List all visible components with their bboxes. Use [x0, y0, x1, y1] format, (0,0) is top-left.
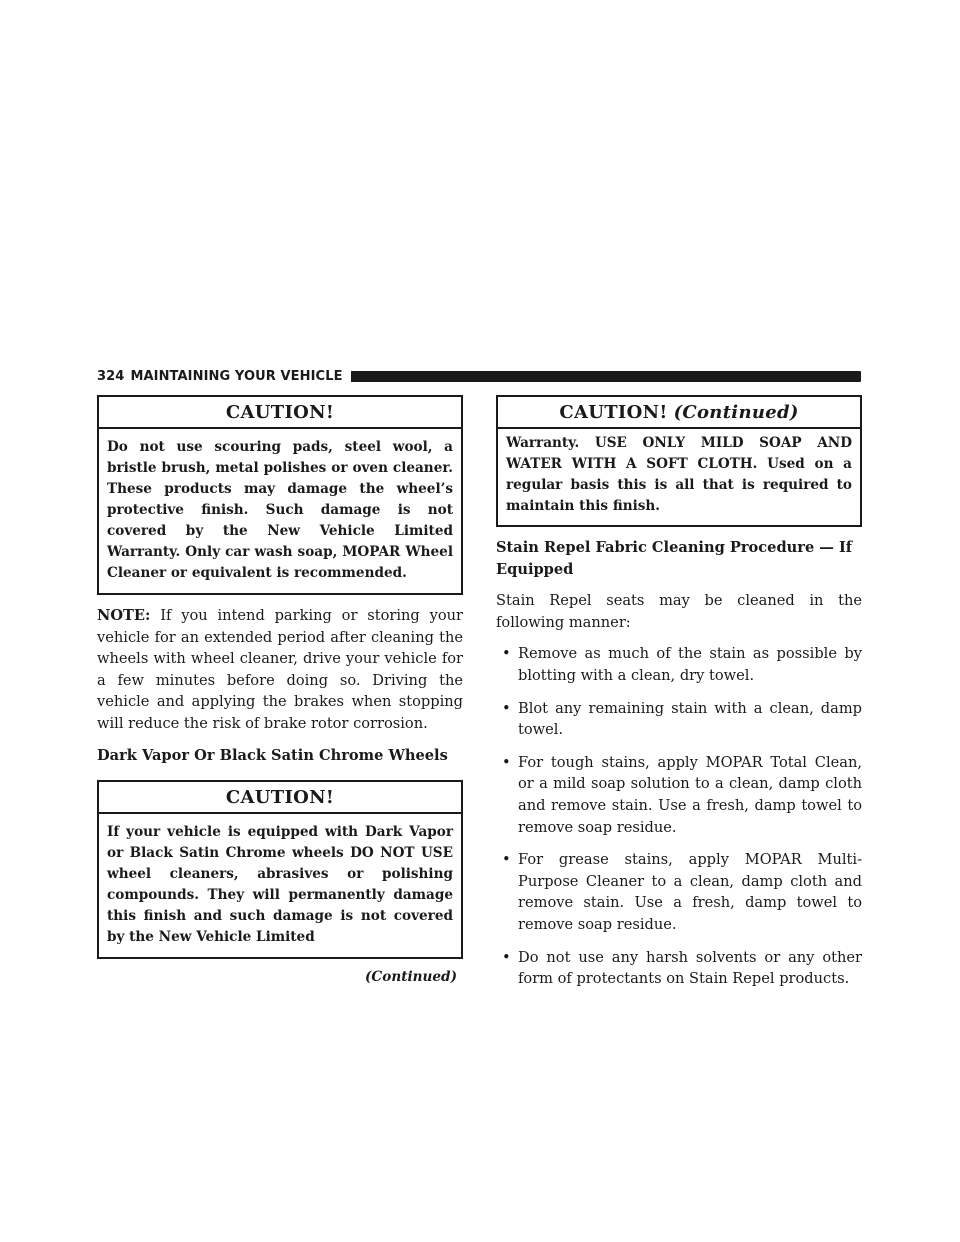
bullet-icon: • — [502, 753, 511, 771]
page-header — [97, 366, 861, 386]
section-title: MAINTAINING YOUR VEHICLE — [130, 368, 343, 384]
caution-title: CAUTION! — [99, 397, 461, 429]
header-rule — [351, 371, 861, 382]
cleaning-steps-list — [496, 643, 862, 989]
intro-paragraph: Stain Repel seats may be cleaned in the following manner: — [496, 592, 862, 631]
note-text: If you intend parking or storing your vehicle for an extended period after cleaning the wheels with wheel cleaner, drive your vehicle for a few minutes before doing so. Driving the vehicle and applying the brakes when stopping will reduce the risk of brake rotor corrosion. — [97, 607, 463, 732]
caution-title — [498, 397, 860, 429]
caution-box-wheel-cleaning — [97, 395, 463, 595]
right-column — [496, 395, 862, 1001]
bullet-icon: • — [502, 645, 511, 663]
list-item: • Do not use any harsh solvents or any other form of protectants on Stain Repel products. — [502, 948, 862, 988]
list-item: • For tough stains, apply MOPAR Total Clean, or a mild soap solution to a clean, damp cloth and remove stain. Use a fresh, damp towel to remove soap residue. — [502, 753, 862, 836]
bullet-icon: • — [502, 948, 511, 966]
caution-title-text: CAUTION! — [559, 402, 668, 423]
caution-box-continued — [496, 395, 862, 527]
left-column — [97, 395, 463, 985]
caution-title-suffix: (Continued) — [673, 402, 799, 423]
bullet-icon: • — [502, 699, 511, 717]
section-heading-dark-vapor: Dark Vapor Or Black Satin Chrome Wheels — [97, 746, 448, 764]
page-number: 324 — [97, 368, 125, 384]
bullet-icon: • — [502, 851, 511, 869]
list-item: • Remove as much of the stain as possible by blotting with a clean, dry towel. — [502, 645, 862, 684]
caution-title: CAUTION! — [99, 782, 461, 814]
caution-box-chrome-wheels — [97, 780, 463, 959]
caution-text: If your vehicle is equipped with Dark Vapor or Black Satin Chrome wheels DO NOT USE wheel cleaners, abrasives or polishing compounds. They will permanently damage this finish and such damage is not covered by the New Vehicle Limited — [107, 824, 453, 946]
caution-text: Warranty. USE ONLY MILD SOAP AND WATER WITH A SOFT CLOTH. Used on a regular basis this is all that is required to maintain this finish. — [506, 435, 852, 514]
note-paragraph — [97, 605, 463, 735]
section-heading-stain-repel: Stain Repel Fabric Cleaning Procedure — If Equipped — [496, 539, 853, 578]
continued-note: (Continued) — [365, 969, 457, 986]
note-label: NOTE: — [97, 607, 151, 624]
list-item: • Blot any remaining stain with a clean, damp towel. — [502, 699, 862, 739]
list-item: • For grease stains, apply MOPAR Multi-Purpose Cleaner to a clean, damp cloth and remove stain. Use a fresh, damp towel to remove soap residue. — [502, 851, 862, 933]
caution-text: Do not use scouring pads, steel wool, a bristle brush, metal polishes or oven cleaner. These products may damage the wheel’s protective finish. Such damage is not covered by the New Vehicle Limited Warranty. Only car wash soap, MOPAR Wheel Cleaner or equivalent is recommended. — [107, 439, 453, 581]
